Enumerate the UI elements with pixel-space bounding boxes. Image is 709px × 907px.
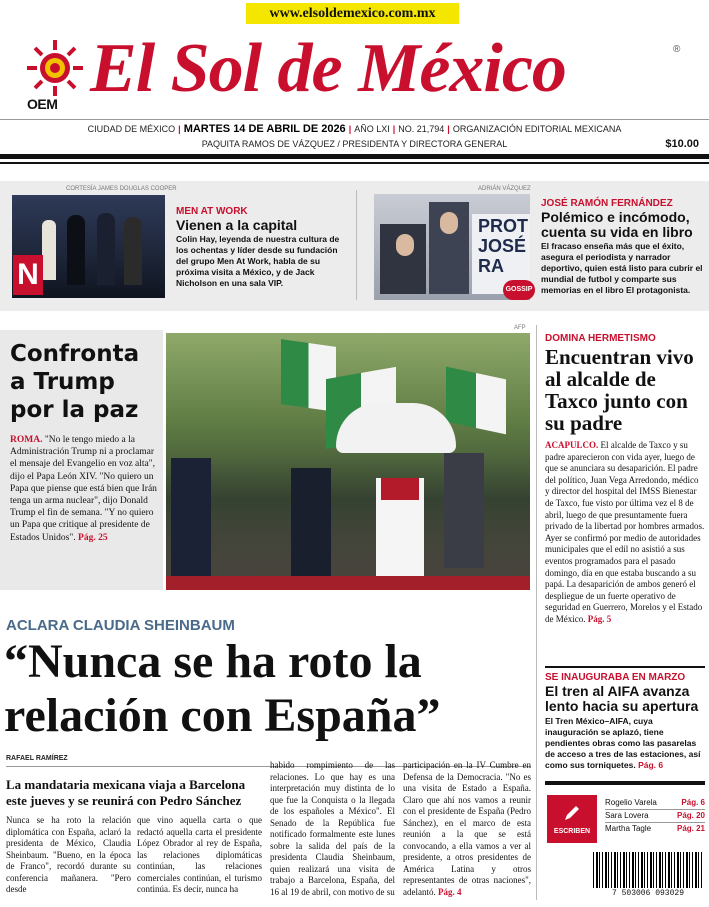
taxco-dateline: ACAPULCO. (545, 440, 599, 450)
aifa-kicker: SE INAUGURABA EN MARZO (545, 672, 686, 683)
teaser1-body: Colin Hay, leyenda de nuestra cultura de los ochentas y líder desde su fundación del grupo Men At Work, habla de su próxima visita a México, y de Jack Nicholson en una sala VIP. (176, 234, 340, 288)
registered-mark: ® (673, 44, 681, 55)
columnist-page: Pág. 20 (676, 811, 705, 820)
main-column-3: habido rompimiento de las relaciones. Lo que hay es una interpretación muy distinta de lo que fue la Conquista o la llegada de los españoles a México". El Senado de la República fue notificado formalmente este lunes sobre la salida del país de la presidenta Claudia Sheinbaum, quien realizará una visita de trabajo a Barcelona, España, del 16 al 19 de abril, con motivo de su (270, 760, 395, 897)
taxco-kicker: DOMINA HERMETISMO (545, 333, 656, 344)
lead-headline[interactable]: Confronta a Trump por la paz (10, 341, 140, 423)
divider (545, 781, 705, 785)
main-column-4-text: participación en la IV Cumbre en Defensa de la Democracia. "No es una visita de Estado a España. Claro que ahí nos vamos a reunir con el presidente de España (Pedro Sánchez), en el marco de esta reunión a la que se está convocando, a ella vamos a ver al presidente, a otros presidentes de América Latina y otros representantes de otras naciones", adelantó. (403, 760, 531, 897)
main-column-2: que vino aquella carta o que redactó aquella carta el presidente López Obrador al rey de España, las relaciones diplomáticas continúan, las relaciones comerciales continúan, el turismo continúa. Es decir, nunca ha (137, 815, 262, 894)
teaser2-kicker: JOSÉ RAMÓN FERNÁNDEZ (541, 198, 673, 209)
aifa-text: El Tren México–AIFA, cuya inauguración se aplazó, tiene pendientes obras como las pasarelas de acceso a tres de las estaciones, así como sus torniquetes. (545, 716, 701, 770)
escriben-badge (547, 795, 597, 843)
escriben-label: ESCRIBEN (553, 828, 591, 835)
pen-icon (562, 803, 582, 823)
photo-credit: ADRIÁN VÁZQUEZ (478, 186, 531, 192)
columnist-name: Sara Lovera (605, 811, 649, 820)
lead-page-ref[interactable]: Pág. 25 (78, 532, 108, 543)
lead-text: "No le tengo miedo a la Administración Trump ni a proclamar el mensaje del Evangelio en voz alta", dijo el Papa León XIV. "No quiero un Papa que piense que está bien que Irán tenga un arma nuclear", dijo Donald Trump el fin de semana. "Y no quiero un Papa que critique al presidente de Estados Unidos". (10, 435, 157, 543)
columnist-page: Pág. 6 (681, 798, 705, 807)
edition-date: MARTES 14 DE ABRIL DE 2026 (183, 123, 346, 135)
divider (0, 119, 709, 120)
aifa-body (545, 716, 705, 771)
aifa-page-ref[interactable]: Pág. 6 (638, 760, 664, 770)
section-n-badge: N (13, 255, 43, 295)
taxco-page-ref[interactable]: Pág. 5 (587, 613, 612, 624)
index-row[interactable] (605, 823, 705, 835)
teaser1-kicker: MEN AT WORK (176, 206, 248, 217)
pope-leo-photo[interactable] (166, 333, 530, 590)
edition-info-line: CIUDAD DE MÉXICO | MARTES 14 DE ABRIL DE 2026 | AÑO LXI | NO. 21,794 | ORGANIZACIÓN EDITORIAL MEXICANA (87, 123, 622, 135)
barcode-number: 7 503006 093029 (593, 888, 703, 900)
lead-body (10, 434, 160, 544)
taxco-headline[interactable]: Encuentran vivo al alcalde de Taxco junto con su padre (545, 345, 694, 435)
columnist-page: Pág. 21 (676, 824, 705, 833)
edition-number: NO. 21,794 (398, 124, 445, 134)
photo-credit: CORTESÍA JAMES DOUGLAS COOPER (66, 186, 177, 192)
price: $10.00 (665, 138, 699, 150)
divider (0, 162, 709, 164)
main-headline-line2: relación con España” (4, 689, 441, 742)
teaser2-headline[interactable]: Polémico e incómodo, cuenta su vida en libro (541, 209, 693, 240)
publisher: ORGANIZACIÓN EDITORIAL MEXICANA (452, 124, 622, 134)
gossip-badge: GOSSIP (503, 280, 535, 300)
columnist-index (605, 797, 705, 835)
masthead-title[interactable]: El Sol de México (90, 30, 566, 107)
taxco-body (545, 440, 705, 626)
byline: RAFAEL RAMÍREZ (6, 755, 68, 762)
main-headline-line1: “Nunca se ha roto la (4, 635, 422, 688)
taxco-text: El alcalde de Taxco y su padre aparecieron con vida ayer, luego de que se anunciara su desaparición. El padre del político, Juan Vega Arredondo, médico y director del hospital del IMSS Bienestar de Taxco, fue visto por última vez el 8 de abril, luego de que presuntamente fuera privado de la libertad por hombres armados. Ayer se confirmó por medio de autoridades municipales que el edil no asistió a sus eventos programados para el pasado domingo, día en que estaba buscando a su papá. La desaparición de ambos generó el despliegue de un fuerte operativo de seguridad en Guerrero, Morelos y el Estado de México. (545, 440, 705, 624)
teaser2-body: El fracaso enseña más que el éxito, asegura el periodista y narrador deportivo, quien está listo para cubrir el mundial de futbol y comparte sus memorias en el libro El protagonista. (541, 241, 703, 295)
divider (545, 666, 705, 668)
website-url[interactable]: www.elsoldemexico.com.mx (246, 3, 459, 24)
lead-dateline: ROMA. (10, 435, 43, 445)
index-row[interactable] (605, 810, 705, 823)
main-subhead: La mandataria mexicana viaja a Barcelona este jueves y se reunirá con Pedro Sánchez (6, 777, 246, 808)
main-column-1: Nunca se ha roto la relación diplomática con España, aclaró la presidenta de México, Claudia Sheinbaum. "Bueno, en la época de Franco", recordó durante su conferencia mañanera. "Pero desde (6, 815, 131, 894)
main-headline[interactable] (4, 635, 534, 743)
book-cover-text: PROT JOSÉ RA (478, 216, 529, 276)
divider (356, 190, 357, 300)
columnist-name: Martha Tagle (605, 824, 652, 833)
main-page-ref[interactable]: Pág. 4 (438, 886, 462, 897)
edition-year: AÑO LXI (354, 124, 390, 134)
teaser1-headline[interactable]: Vienen a la capital (176, 217, 298, 233)
divider (536, 325, 537, 900)
sun-logo-icon (25, 38, 85, 98)
director-line: PAQUITA RAMOS DE VÁZQUEZ / PRESIDENTA Y DIRECTORA GENERAL (201, 139, 508, 149)
aifa-headline[interactable]: El tren al AIFA avanza lento hacia su apertura (545, 683, 699, 714)
index-row[interactable] (605, 797, 705, 810)
oem-logo: OEM (27, 96, 58, 112)
city: CIUDAD DE MÉXICO (87, 124, 176, 134)
columnist-name: Rogelio Varela (605, 798, 657, 807)
main-column-4 (403, 760, 531, 898)
divider (0, 154, 709, 159)
main-kicker: ACLARA CLAUDIA SHEINBAUM (6, 617, 235, 634)
photo-credit: AFP (514, 325, 526, 331)
